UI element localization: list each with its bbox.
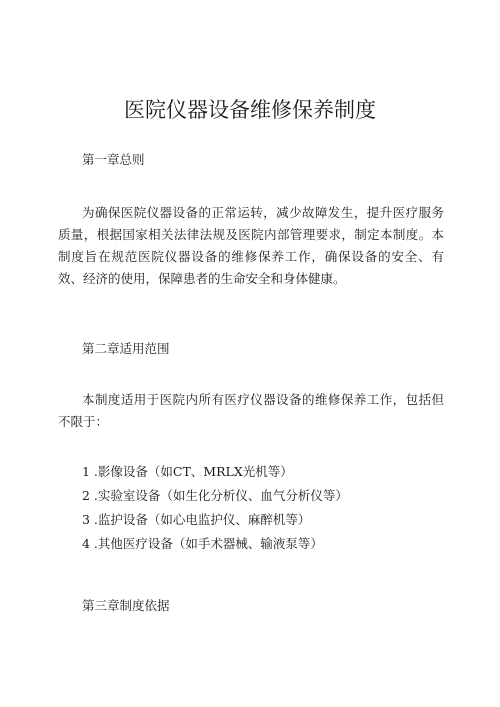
list-item: 3 .监护设备（如心电监护仪、麻醉机等）	[82, 512, 311, 527]
chapter-3-heading: 第三章制度依据	[82, 598, 170, 613]
list-item: 2 .实验室设备（如生化分析仪、血气分析仪等）	[82, 488, 348, 503]
chapter-2-heading: 第二章适用范围	[82, 341, 170, 356]
document-title: 医院仪器设备维修保养制度	[124, 98, 376, 122]
list-item: 1 .影像设备（如CT、MRLX光机等）	[82, 464, 293, 479]
chapter-1-body: 为确保医院仪器设备的正常运转，减少故障发生，提升医疗服务质量，根据国家相关法律法规及医院内部管理要求，制定本制度。本制度旨在规范医院仪器设备的维修保养工作，确保设备的安全、有效、经济的使用，保障患者的生命安全和身体健康。	[58, 205, 444, 286]
chapter-1-heading: 第一章总则	[82, 152, 145, 167]
equipment-list	[82, 460, 348, 556]
list-item: 4 .其他医疗设备（如手术器械、输液泵等）	[82, 536, 323, 551]
chapter-2-body: 本制度适用于医院内所有医疗仪器设备的维修保养工作，包括但不限于：	[58, 392, 444, 429]
